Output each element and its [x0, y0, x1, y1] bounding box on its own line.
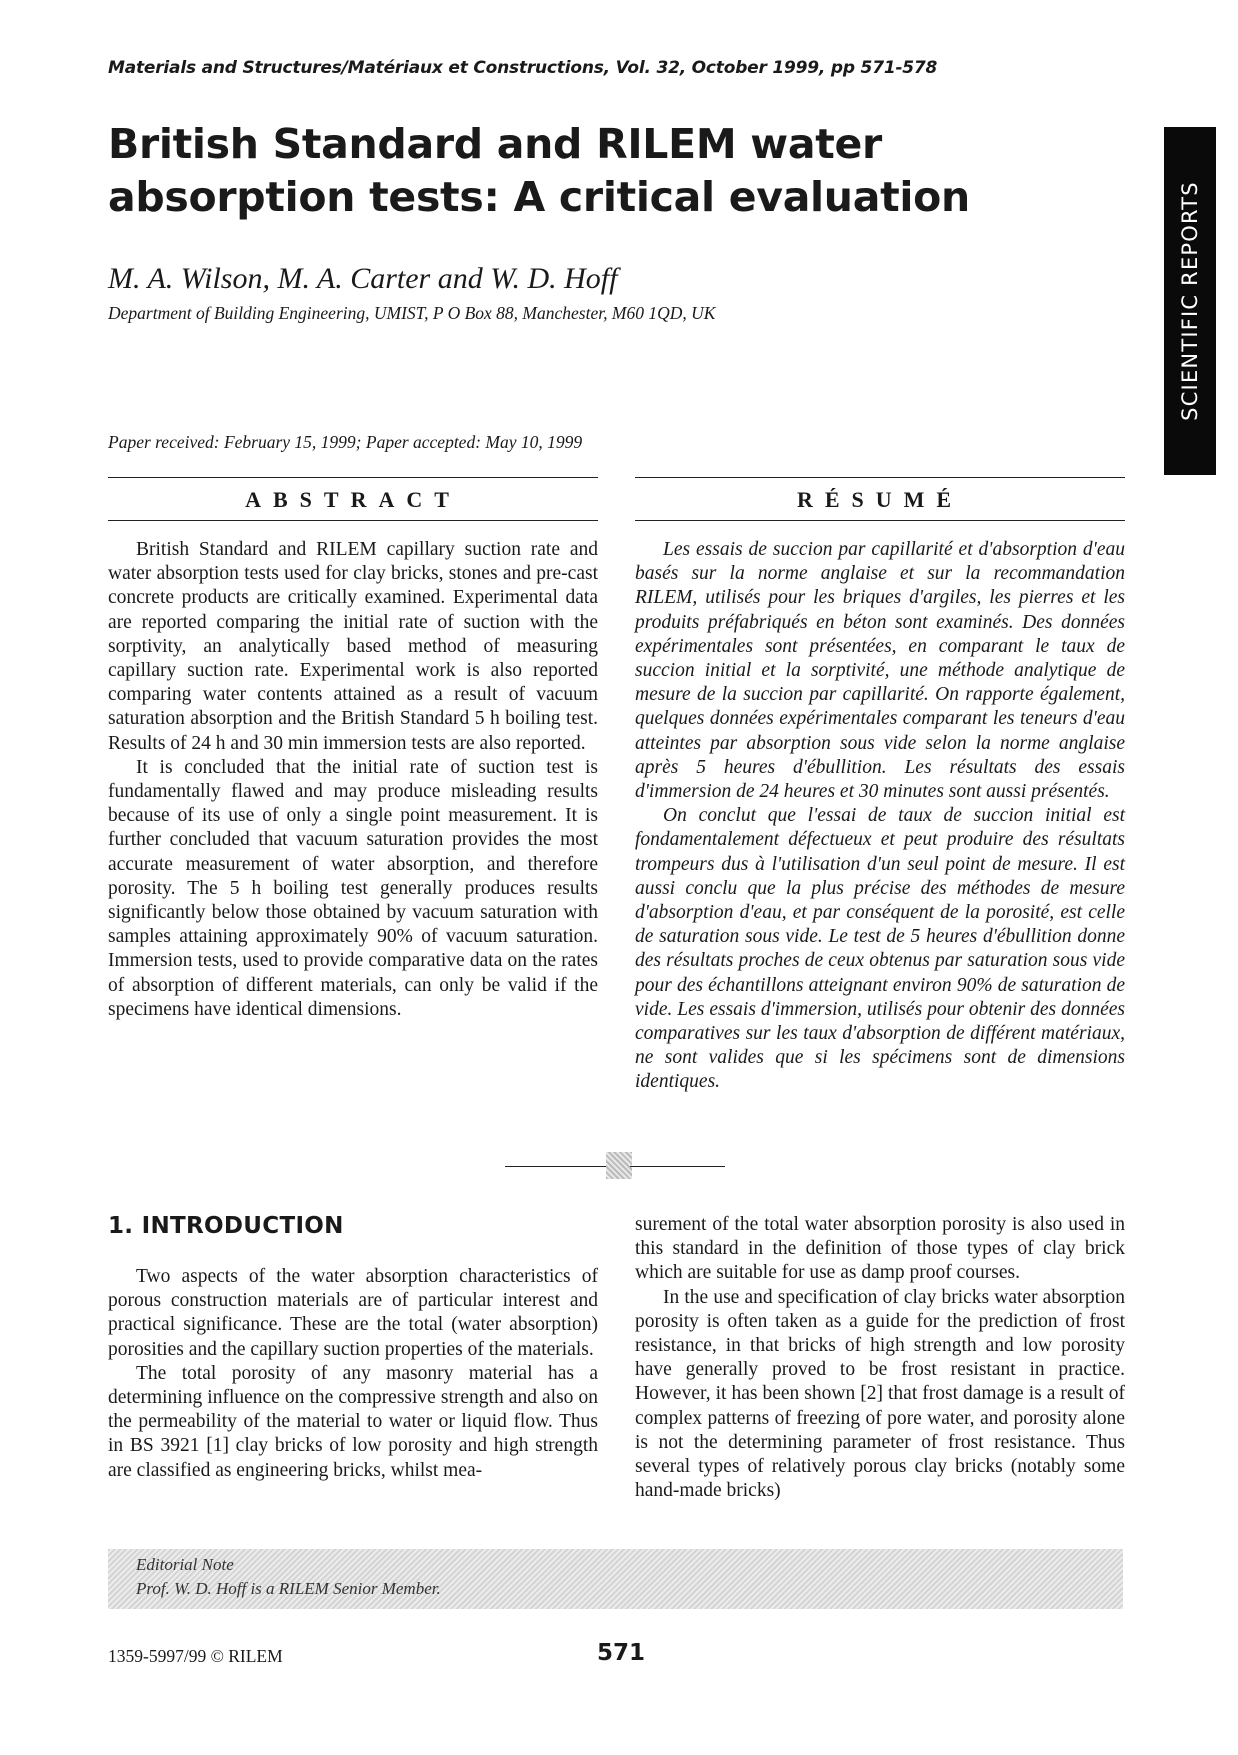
- journal-citation: Materials and Structures/Matériaux et Constructions, Vol. 32, October 1999, pp 571-578: [108, 58, 938, 78]
- introduction-paragraph: In the use and specification of clay bricks water absorption porosity is often taken as a guide for the prediction of frost resistance, in that bricks of high strength and low porosity have generally proved to be frost resistant in practice. However, it has been shown [2] that frost damage is a result of complex patterns of freezing of pore water, and porosity alone is not the determining parameter of frost resistance. Thus several types of relatively porous clay bricks (notably some hand-made bricks): [635, 1286, 1125, 1502]
- abstract-rule-bottom: [108, 520, 598, 521]
- article-title: British Standard and RILEM water absorption tests: A critical evaluation: [108, 120, 970, 221]
- side-tab-label: SCIENTIFIC REPORTS: [1178, 181, 1202, 421]
- introduction-paragraph: The total porosity of any masonry material has a determining influence on the compressive strength and also on the permeability of the material to water or liquid flow. Thus in BS 3921 [1] clay bricks of low porosity and high strength are classified as engineering bricks, whilst mea-: [108, 1362, 598, 1481]
- received-dates: Paper received: February 15, 1999; Paper accepted: May 10, 1999: [108, 432, 583, 452]
- resume-paragraph: Les essais de succion par capillarité et d'absorption d'eau basés sur la norme anglaise et sur la recommandation RILEM, utilisés pour les briques d'argiles, les pierres et les produits préfabriqués en béton sont examinés. Des données expérimentales sont présentées, en comparant le taux de succion initial et la sorptivité, une méthode analytique de mesure de la succion par capillarité. On rapporte également, quelques données expérimentales comparant les teneurs d'eau atteintes par absorption sous vide selon la norme anglaise après 5 heures d'ébullition. Les résultats des essais d'immersion de 24 heures et 30 minutes sont aussi présentés.: [635, 539, 1125, 803]
- editorial-note-text: Prof. W. D. Hoff is a RILEM Senior Member.: [136, 1579, 441, 1598]
- section-divider-right: [630, 1166, 725, 1167]
- abstract-paragraph: British Standard and RILEM capillary suction rate and water absorption tests used for clay bricks, stones and pre-cast concrete products are critically examined. Experimental data are reported comparing the initial rate of suction with the sorptivity, an analytically based method of measuring capillary suction rate. Experimental work is also reported comparing water contents attained as a result of vacuum saturation absorption and the British Standard 5 h boiling test. Results of 24 h and 30 min immersion tests are also reported.: [108, 539, 598, 754]
- section-divider-ornament: [606, 1152, 632, 1179]
- abstract-paragraph: It is concluded that the initial rate of suction test is fundamentally flawed and may produce misleading results because of its use of only a single point measurement. It is further concluded that vacuum saturation provides the most accurate measurement of water absorption, and therefore porosity. The 5 h boiling test generally produces results significantly below those obtained by vacuum saturation with samples attaining approximately 90% of vacuum saturation. Immersion tests, used to provide comparative data on the rates of absorption of different materials, can only be valid if the specimens have identical dimensions.: [108, 756, 598, 1020]
- abstract-rule-top: [108, 477, 598, 478]
- introduction-paragraph: Two aspects of the water absorption characteristics of porous construction materials are of particular interest and practical significance. These are the total (water absorption) porosities and the capillary suction properties of the materials.: [108, 1266, 598, 1360]
- affiliation: Department of Building Engineering, UMIST, P O Box 88, Manchester, M60 1QD, UK: [108, 303, 716, 323]
- resume-paragraph: On conclut que l'essai de taux de succion initial est fondamentalement défectueux et peut produire des résultats trompeurs dus à l'utilisation d'un seul point de mesure. Il est aussi conclu que la plus précise des méthodes de mesure d'absorption d'eau, et par conséquent de la porosité, est celle de saturation sous vide. Le test de 5 heures d'ébullition donne des résultats proches de ceux obtenus par saturation sous vide pour des échantillons atteignant environ 90% de saturation de vide. Les essais d'immersion, utilisés pour obtenir des données comparatives sur les taux d'absorption de différent matériaux, ne sont valides que si les spécimens sont de dimensions identiques.: [635, 805, 1125, 1093]
- introduction-right-column: [635, 1213, 1125, 1503]
- section-side-tab: [1164, 127, 1216, 475]
- resume-heading: RÉSUMÉ: [796, 487, 964, 512]
- introduction-left-column: [108, 1265, 598, 1483]
- introduction-paragraph-continued: surement of the total water absorption porosity is also used in this standard in the definition of those types of clay brick which are suitable for use as damp proof courses.: [635, 1214, 1125, 1284]
- issn-copyright: 1359-5997/99 © RILEM: [108, 1646, 283, 1666]
- author-list: M. A. Wilson, M. A. Carter and W. D. Hoff: [108, 262, 618, 295]
- resume-rule-top: [635, 477, 1125, 478]
- editorial-note-title: Editorial Note: [136, 1555, 234, 1574]
- section-divider-left: [505, 1166, 610, 1167]
- introduction-heading: 1. INTRODUCTION: [108, 1213, 344, 1239]
- resume-body: [635, 538, 1125, 1095]
- abstract-heading: ABSTRACT: [245, 487, 461, 512]
- page-number: 571: [597, 1640, 646, 1666]
- editorial-note-box: [108, 1549, 1123, 1609]
- resume-rule-bottom: [635, 520, 1125, 521]
- abstract-body: [108, 538, 598, 1022]
